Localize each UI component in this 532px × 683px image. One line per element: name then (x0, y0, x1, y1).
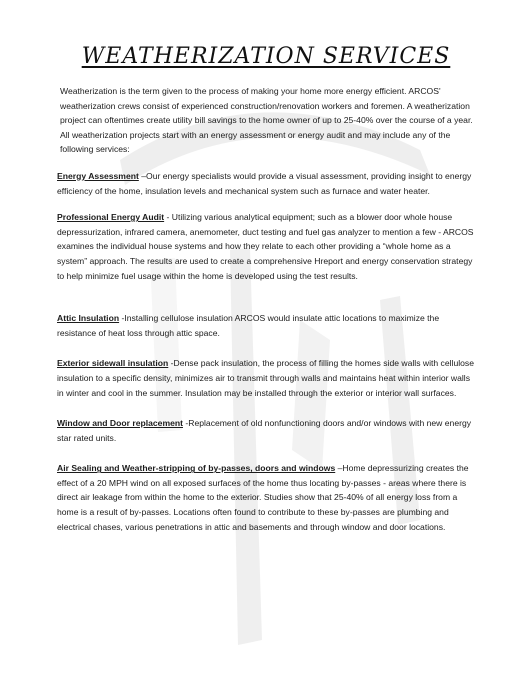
section-text: Replacement of old nonfunctioning doors and/or windows with new energy star rated units. (57, 418, 472, 443)
document-body (57, 84, 477, 534)
section-heading: Air Sealing and Weather-stripping of by-passes, doors and windows (57, 463, 336, 474)
section-attic-insulation (57, 311, 477, 340)
section-heading: Attic Insulation (57, 313, 120, 324)
section-separator: – (138, 170, 147, 181)
section-text: Dense pack insulation, the process of filling the homes side walls with cellulose insulation to a specific density, minimizes air to transmit through walls and maintains heat within interior walls in winter and cool in the summer. Insulation may be installed through the exterior or interior wall surfaces. (57, 358, 474, 398)
section-separator: - (119, 313, 125, 324)
section-heading: Window and Door replacement (57, 418, 183, 429)
section-professional-energy-audit (57, 210, 477, 283)
section-text: Installing cellulose insulation ARCOS would insulate attic locations to maximize the resistance of heat loss through attic space. (57, 313, 440, 338)
section-text: Utilizing various analytical equipment; such as a blower door whole house depressurization, infrared camera, anemometer, duct testing and fuel gas analyzer to mention a few - ARCOS examines the individual house systems and how they relate to each other providing a “whole home as a system” approach. The results are used to create a comprehensive Hreport and energy conservation strategy to help minimize fuel usage within the home is developed using the test results. (57, 212, 474, 281)
section-separator: - (182, 418, 189, 429)
section-energy-assessment (57, 169, 477, 198)
intro-paragraph: Weatherization is the term given to the process of making your home more energy efficient. ARCOS' weatherization crews consist of experienced construction/renovation workers and foremen. A weatherization project can oftentimes create utility bill savings to the home owner of up to 25-40% over the course of a year. All weatherization projects start with an energy assessment or energy audit and may include any of the following services: (60, 86, 473, 155)
section-heading: Professional Energy Audit (57, 212, 165, 223)
section-exterior-sidewall-insulation (57, 356, 477, 400)
section-window-door-replacement (57, 416, 477, 445)
section-separator: - (164, 212, 172, 223)
section-separator: – (335, 463, 343, 474)
page-title: WEATHERIZATION SERVICES (81, 44, 451, 69)
section-text: Our energy specialists would provide a visual assessment, providing insight to energy efficiency of the home, insulation levels and mechanical system such as furnace and water heater. (57, 170, 472, 196)
section-separator: - (168, 358, 174, 369)
section-text: Home depressurizing creates the effect of a 20 MPH wind on all exposed surfaces of the home thus locating by-passes - areas where there is direct air leakage from within the home to the exterior. Studies show that 25-40% of all energy loss from a home is a result of by-passes. Locations often found to contribute to these by-passes are plumbing and electrical chases, various penetrations in attic and basements and through window and door locations. (57, 463, 469, 532)
section-heading: Energy Assessment (57, 170, 139, 181)
section-air-sealing (57, 461, 477, 534)
section-heading: Exterior sidewall insulation (57, 358, 169, 369)
